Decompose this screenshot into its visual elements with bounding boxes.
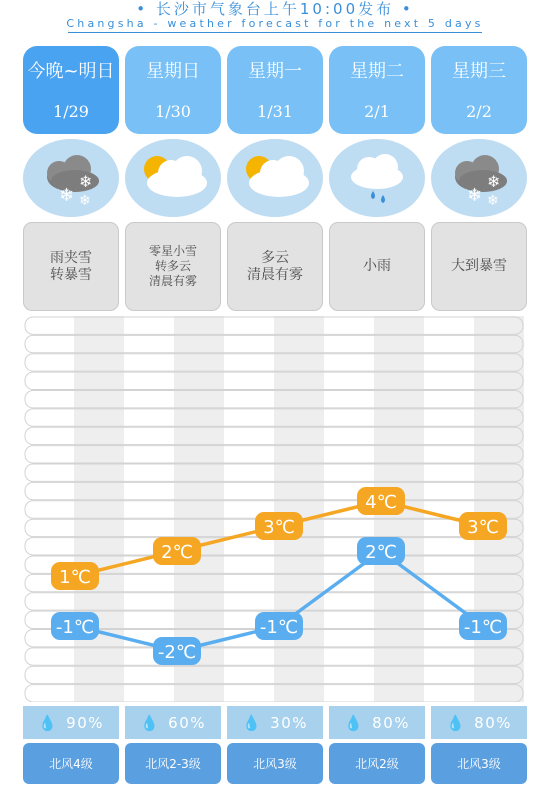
- low-temp-label: -2℃: [157, 642, 197, 663]
- humidity-value: 80%: [372, 713, 411, 732]
- svg-text:❄: ❄: [59, 185, 75, 206]
- humidity-value: 30%: [270, 713, 309, 732]
- day-4-humidity: [329, 706, 425, 739]
- column-stripe: [474, 316, 524, 702]
- raindrops-icon: 💧: [445, 713, 467, 732]
- day-1-wind: 北风4级: [23, 743, 119, 784]
- day-5-wind: 北风3级: [431, 743, 527, 784]
- cloud-snow-icon: [431, 139, 527, 217]
- day-card-4[interactable]: [329, 46, 425, 134]
- sun-cloud-icon: [227, 139, 323, 217]
- svg-text:❄: ❄: [487, 193, 499, 209]
- day-name: 星期二: [350, 61, 404, 82]
- day-name: 星期三: [452, 61, 506, 82]
- day-card-1[interactable]: [23, 46, 119, 134]
- day-2-weather: [125, 139, 221, 217]
- sun-cloud-icon: [125, 139, 221, 217]
- day-4-weather: [329, 139, 425, 217]
- day-3-humidity: [227, 706, 323, 739]
- cloud-rain-icon: [329, 139, 425, 217]
- svg-text:❄: ❄: [487, 172, 501, 191]
- column-stripe: [274, 316, 324, 702]
- day-1-weather: [23, 139, 119, 217]
- raindrops-icon: 💧: [139, 713, 161, 732]
- day-2-description: 零星小雪 转多云 清晨有雾: [125, 222, 221, 311]
- day-5-humidity: [431, 706, 527, 739]
- day-card-2[interactable]: [125, 46, 221, 134]
- high-temp-label: 1℃: [59, 567, 91, 588]
- day-3-weather: [227, 139, 323, 217]
- day-name: 今晚~明日: [27, 61, 115, 82]
- day-1-description: 雨夹雪 转暴雪: [23, 222, 119, 311]
- humidity-value: 90%: [66, 713, 105, 732]
- day-card-3[interactable]: [227, 46, 323, 134]
- day-4-description: 小雨: [329, 222, 425, 311]
- raindrops-icon: 💧: [343, 713, 365, 732]
- day-5-description: 大到暴雪: [431, 222, 527, 311]
- raindrops-icon: 💧: [37, 713, 59, 732]
- raindrops-icon: 💧: [241, 713, 263, 732]
- day-2-humidity: [125, 706, 221, 739]
- day-3-wind: 北风3级: [227, 743, 323, 784]
- day-1-humidity: [23, 706, 119, 739]
- day-2-wind: 北风2-3级: [125, 743, 221, 784]
- high-temp-label: 4℃: [365, 492, 397, 513]
- high-temp-label: 3℃: [467, 517, 499, 538]
- low-temp-label: -1℃: [259, 617, 299, 638]
- day-5-weather: [431, 139, 527, 217]
- cloud-snow-icon: [23, 139, 119, 217]
- svg-text:❄: ❄: [467, 185, 483, 206]
- humidity-value: 80%: [474, 713, 513, 732]
- day-3-description: 多云 清晨有雾: [227, 222, 323, 311]
- low-temp-label: -1℃: [463, 617, 503, 638]
- day-date: 1/31: [257, 102, 293, 121]
- forecast-subtitle: Changsha - weather forecast for the next 5 days: [66, 17, 484, 30]
- day-card-5[interactable]: [431, 46, 527, 134]
- low-temp-label: 2℃: [365, 542, 397, 563]
- day-name: 星期日: [146, 61, 200, 82]
- temperature-chart: [24, 316, 524, 702]
- high-temp-label: 2℃: [161, 542, 193, 563]
- column-stripe: [74, 316, 124, 702]
- forecast-issue-title: • 长沙市气象台上午10:00发布 •: [136, 0, 414, 18]
- subtitle-underline: [68, 32, 482, 33]
- day-4-wind: 北风2级: [329, 743, 425, 784]
- low-temp-label: -1℃: [55, 617, 95, 638]
- day-date: 2/2: [466, 102, 492, 121]
- day-name: 星期一: [248, 61, 302, 82]
- day-date: 1/29: [53, 102, 89, 121]
- day-date: 2/1: [364, 102, 390, 121]
- svg-text:❄: ❄: [79, 193, 91, 209]
- day-date: 1/30: [155, 102, 191, 121]
- high-temp-label: 3℃: [263, 517, 295, 538]
- svg-text:❄: ❄: [79, 172, 93, 191]
- humidity-value: 60%: [168, 713, 207, 732]
